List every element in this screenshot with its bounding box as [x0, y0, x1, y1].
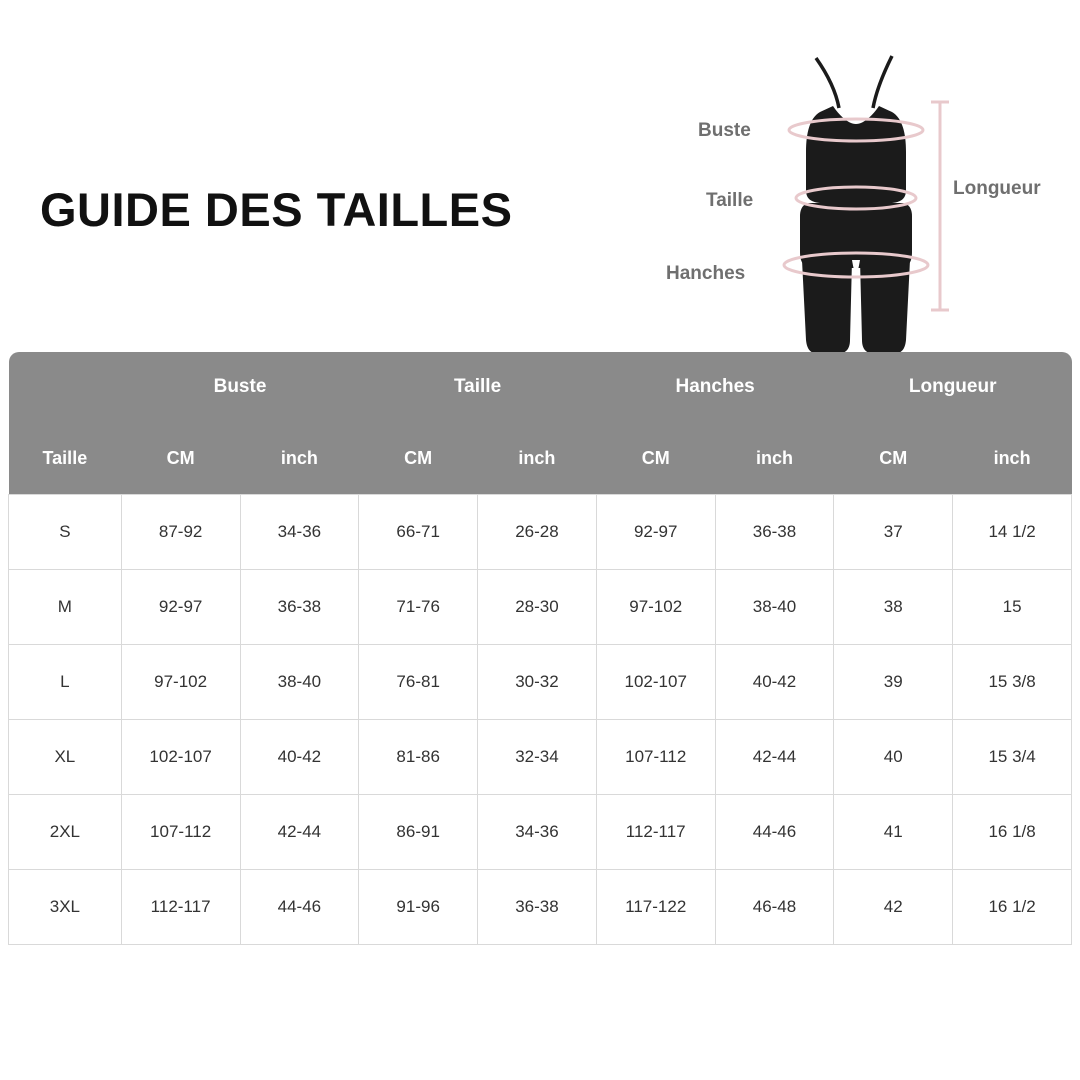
cell-length-inch: 15 3/8: [953, 645, 1072, 720]
cell-bust-cm: 97-102: [121, 645, 240, 720]
column-header-hips-inch: inch: [715, 422, 834, 495]
table-row: [9, 720, 1072, 795]
table-row: [9, 570, 1072, 645]
cell-hips-inch: 38-40: [715, 570, 834, 645]
cell-length-inch: 16 1/8: [953, 795, 1072, 870]
cell-bust-inch: 40-42: [240, 720, 359, 795]
cell-hips-cm: 92-97: [596, 495, 715, 570]
garment-illustration: [640, 20, 1080, 365]
cell-waist-inch: 36-38: [478, 870, 597, 945]
cell-size: L: [9, 645, 122, 720]
cell-waist-inch: 28-30: [478, 570, 597, 645]
page-title: GUIDE DES TAILLES: [40, 183, 513, 236]
cell-hips-inch: 44-46: [715, 795, 834, 870]
cell-waist-cm: 81-86: [359, 720, 478, 795]
cell-size: M: [9, 570, 122, 645]
column-header-hips-cm: CM: [596, 422, 715, 495]
column-header-length-cm: CM: [834, 422, 953, 495]
label-waist: Taille: [706, 190, 754, 211]
column-header-bust-cm: CM: [121, 422, 240, 495]
cell-bust-cm: 102-107: [121, 720, 240, 795]
cell-bust-inch: 38-40: [240, 645, 359, 720]
group-header-length: Longueur: [834, 352, 1072, 422]
cell-hips-inch: 42-44: [715, 720, 834, 795]
cell-waist-cm: 71-76: [359, 570, 478, 645]
label-bust: Buste: [698, 120, 751, 141]
cell-length-cm: 37: [834, 495, 953, 570]
cell-length-cm: 38: [834, 570, 953, 645]
cell-hips-cm: 117-122: [596, 870, 715, 945]
cell-length-cm: 41: [834, 795, 953, 870]
cell-waist-cm: 91-96: [359, 870, 478, 945]
group-header-bust: Buste: [121, 352, 359, 422]
cell-hips-cm: 112-117: [596, 795, 715, 870]
cell-bust-inch: 34-36: [240, 495, 359, 570]
cell-bust-cm: 107-112: [121, 795, 240, 870]
table-row: [9, 870, 1072, 945]
cell-hips-inch: 40-42: [715, 645, 834, 720]
table-body: [9, 495, 1072, 945]
label-length: Longueur: [953, 178, 1041, 199]
cell-length-inch: 15: [953, 570, 1072, 645]
cell-waist-cm: 86-91: [359, 795, 478, 870]
cell-length-cm: 42: [834, 870, 953, 945]
cell-waist-cm: 66-71: [359, 495, 478, 570]
cell-waist-inch: 32-34: [478, 720, 597, 795]
cell-hips-cm: 97-102: [596, 570, 715, 645]
cell-bust-inch: 36-38: [240, 570, 359, 645]
cell-size: 3XL: [9, 870, 122, 945]
cell-length-inch: 16 1/2: [953, 870, 1072, 945]
group-header-waist: Taille: [359, 352, 597, 422]
column-header-waist-inch: inch: [478, 422, 597, 495]
cell-waist-inch: 26-28: [478, 495, 597, 570]
size-table-container: [8, 352, 1072, 945]
group-header-hips: Hanches: [596, 352, 834, 422]
table-row: [9, 795, 1072, 870]
group-header-spacer: [9, 352, 122, 422]
cell-size: S: [9, 495, 122, 570]
cell-waist-cm: 76-81: [359, 645, 478, 720]
cell-bust-cm: 112-117: [121, 870, 240, 945]
column-header-length-inch: inch: [953, 422, 1072, 495]
cell-bust-cm: 92-97: [121, 570, 240, 645]
cell-hips-inch: 36-38: [715, 495, 834, 570]
column-header-size: Taille: [9, 422, 122, 495]
label-hips: Hanches: [666, 263, 746, 284]
cell-length-cm: 39: [834, 645, 953, 720]
cell-bust-cm: 87-92: [121, 495, 240, 570]
size-table: [8, 352, 1072, 945]
table-group-header-row: [9, 352, 1072, 422]
table-row: [9, 495, 1072, 570]
table-head: [9, 352, 1072, 495]
cell-hips-cm: 102-107: [596, 645, 715, 720]
cell-length-inch: 14 1/2: [953, 495, 1072, 570]
cell-hips-cm: 107-112: [596, 720, 715, 795]
cell-bust-inch: 44-46: [240, 870, 359, 945]
table-row: [9, 645, 1072, 720]
table-unit-header-row: [9, 422, 1072, 495]
cell-size: XL: [9, 720, 122, 795]
cell-bust-inch: 42-44: [240, 795, 359, 870]
cell-waist-inch: 30-32: [478, 645, 597, 720]
column-header-waist-cm: CM: [359, 422, 478, 495]
cell-waist-inch: 34-36: [478, 795, 597, 870]
cell-length-cm: 40: [834, 720, 953, 795]
cell-size: 2XL: [9, 795, 122, 870]
cell-length-inch: 15 3/4: [953, 720, 1072, 795]
column-header-bust-inch: inch: [240, 422, 359, 495]
cell-hips-inch: 46-48: [715, 870, 834, 945]
